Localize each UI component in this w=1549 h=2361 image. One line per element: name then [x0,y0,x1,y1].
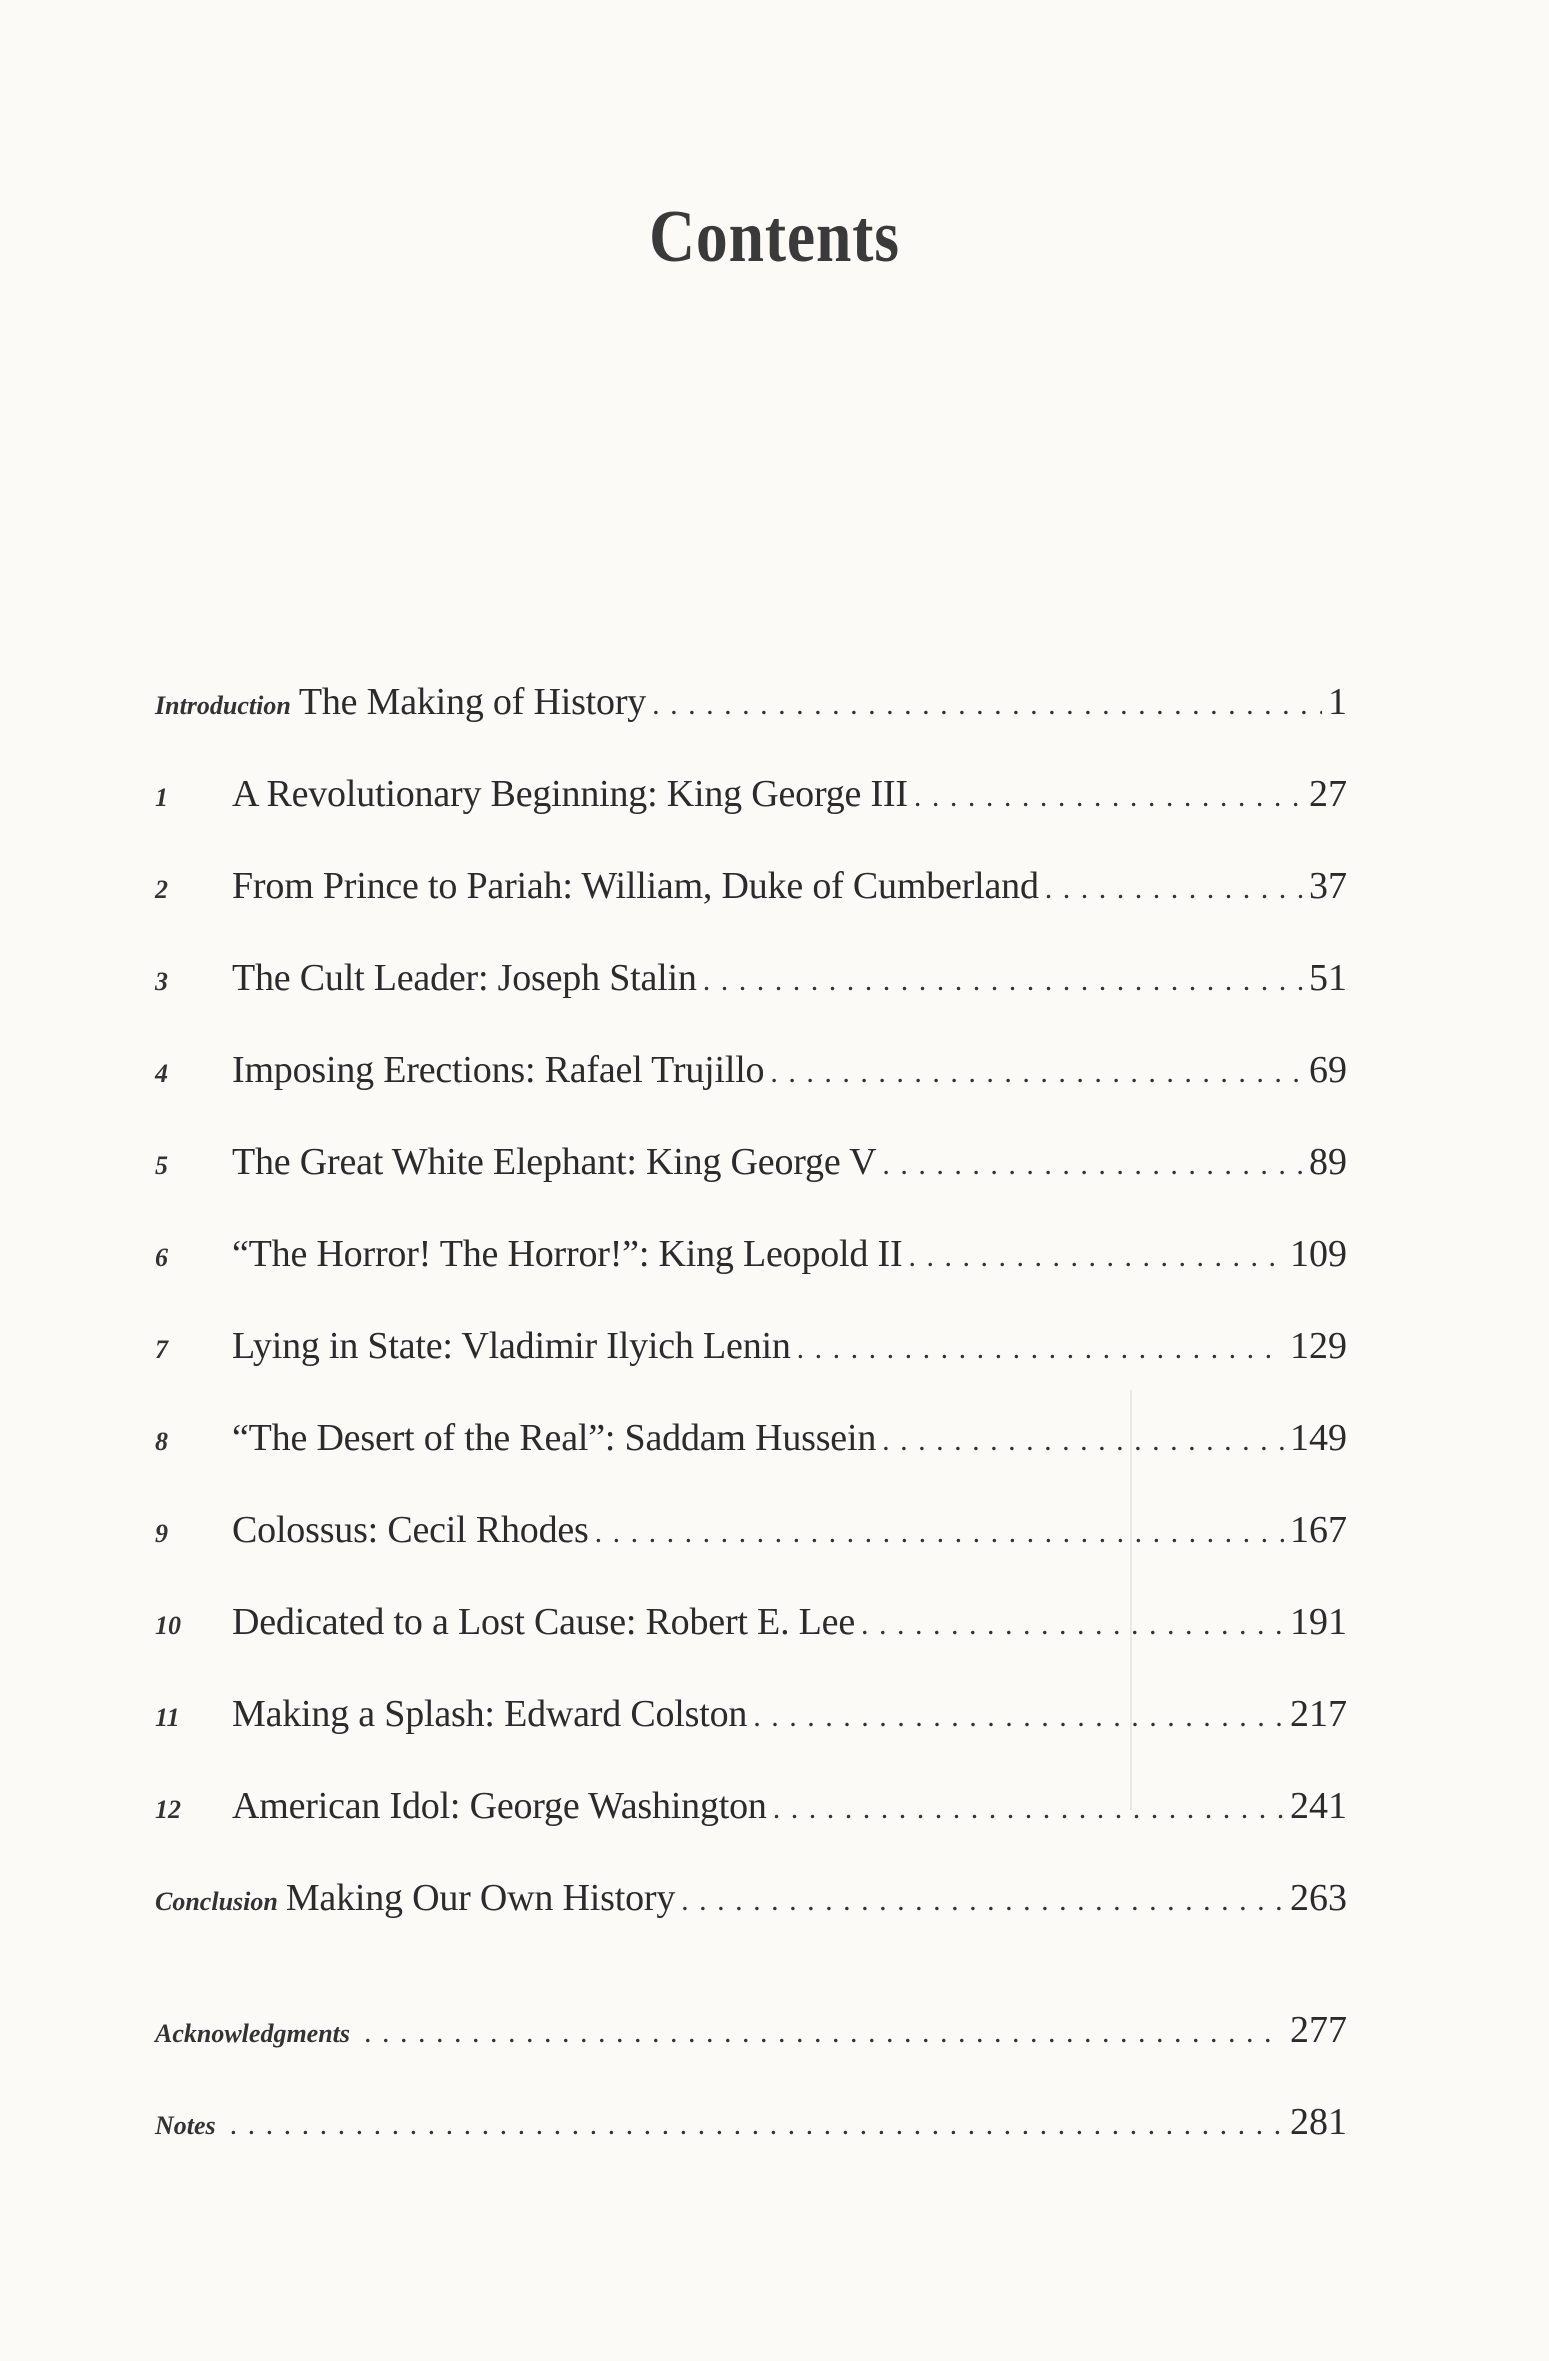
chapter-number: 1 [155,783,168,812]
entry-page-number: 37 [1309,865,1347,907]
entry-page-number: 277 [1290,2009,1347,2051]
toc-entry-chapter-2[interactable] [155,864,1347,924]
entry-page-number: 191 [1290,1601,1347,1643]
toc-entry-chapter-8[interactable] [155,1416,1347,1476]
toc-entry-chapter-7[interactable] [155,1324,1347,1384]
entry-page-number: 149 [1290,1417,1347,1459]
dot-leader [364,2016,1284,2050]
chapter-number: 7 [155,1335,168,1364]
toc-entry-chapter-6[interactable] [155,1232,1347,1292]
dot-leader [681,1884,1284,1918]
chapter-number: 10 [155,1611,181,1640]
entry-label: Introduction [155,691,291,720]
dot-leader [703,964,1303,998]
entry-title: A Revolutionary Beginning: King George III [232,773,908,815]
entry-title: “The Desert of the Real”: Saddam Hussein [232,1417,877,1459]
entry-title: The Making of History [298,681,647,723]
dot-leader [230,2108,1284,2142]
entry-label: Conclusion [155,1887,278,1916]
entry-title: From Prince to Pariah: William, Duke of Cumberland [232,865,1039,907]
toc-entry-chapter-12[interactable] [155,1784,1347,1844]
table-of-contents [155,0,1347,2361]
dot-leader [914,780,1303,814]
toc-entry-chapter-4[interactable] [155,1048,1347,1108]
chapter-number: 9 [155,1519,168,1548]
entry-title: Making a Splash: Edward Colston [232,1693,748,1735]
toc-entry-chapter-11[interactable] [155,1692,1347,1752]
chapter-number: 12 [155,1795,181,1824]
entry-page-number: 241 [1290,1785,1347,1827]
chapter-number: 5 [155,1151,168,1180]
toc-entry-conclusion[interactable] [155,1876,1347,1936]
dot-leader [773,1792,1284,1826]
chapter-number: 8 [155,1427,168,1456]
entry-page-number: 109 [1290,1233,1347,1275]
dot-leader [908,1240,1284,1274]
chapter-number: 3 [155,967,168,996]
entry-label: Notes [155,2111,216,2140]
entry-page-number: 69 [1309,1049,1347,1091]
toc-entry-introduction[interactable] [155,680,1347,740]
dot-leader [652,688,1322,722]
entry-page-number: 89 [1309,1141,1347,1183]
entry-page-number: 1 [1328,681,1347,723]
toc-entry-chapter-5[interactable] [155,1140,1347,1200]
entry-title: Imposing Erections: Rafael Trujillo [232,1049,765,1091]
toc-entry-chapter-9[interactable] [155,1508,1347,1568]
toc-entry-notes[interactable] [155,2100,1347,2160]
dot-leader [595,1516,1284,1550]
page-title: Contents [649,196,900,278]
dot-leader [753,1700,1284,1734]
dot-leader [1045,872,1303,906]
toc-entry-chapter-1[interactable] [155,772,1347,832]
entry-label: Acknowledgments [155,2019,351,2048]
toc-entry-acknowledgments[interactable] [155,2008,1347,2068]
entry-page-number: 129 [1290,1325,1347,1367]
toc-entry-chapter-3[interactable] [155,956,1347,1016]
entry-title: Colossus: Cecil Rhodes [232,1509,589,1551]
entry-page-number: 217 [1290,1693,1347,1735]
toc-entry-chapter-10[interactable] [155,1600,1347,1660]
dot-leader [882,1148,1303,1182]
dot-leader [797,1332,1284,1366]
chapter-number: 11 [155,1703,180,1732]
entry-page-number: 281 [1290,2101,1347,2143]
entry-page-number: 167 [1290,1509,1347,1551]
dot-leader [861,1608,1284,1642]
dot-leader [882,1424,1284,1458]
entry-title: The Great White Elephant: King George V [232,1141,877,1183]
entry-title: “The Horror! The Horror!”: King Leopold II [232,1233,903,1275]
entry-title: The Cult Leader: Joseph Stalin [232,957,697,999]
entry-title: Making Our Own History [285,1877,676,1919]
entry-page-number: 27 [1309,773,1347,815]
dot-leader [770,1056,1303,1090]
entry-page-number: 51 [1309,957,1347,999]
entry-title: Dedicated to a Lost Cause: Robert E. Lee [232,1601,856,1643]
chapter-number: 6 [155,1243,168,1272]
entry-title: American Idol: George Washington [232,1785,767,1827]
entry-title: Lying in State: Vladimir Ilyich Lenin [232,1325,791,1367]
chapter-number: 2 [155,875,168,904]
chapter-number: 4 [155,1059,168,1088]
entry-page-number: 263 [1290,1877,1347,1919]
